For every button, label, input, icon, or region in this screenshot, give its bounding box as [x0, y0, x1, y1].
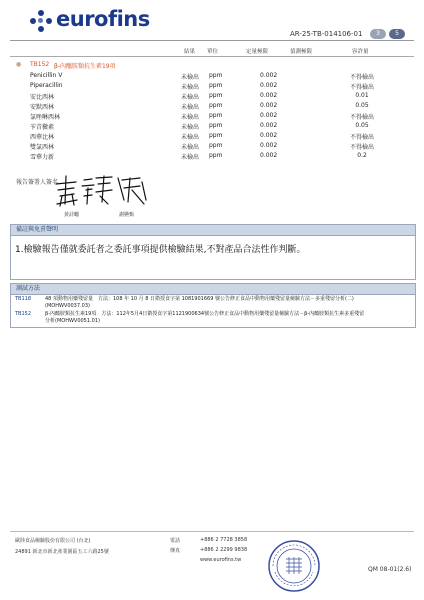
unit-value: ppm [209, 142, 223, 149]
analyte-name: 西華比林 [30, 134, 55, 141]
limit-value: 0.05 [355, 122, 369, 129]
result-value: 未檢出 [181, 84, 200, 91]
analyte-name: 雪華力新 [30, 154, 55, 161]
fax-label: 傳真 [170, 548, 181, 554]
group-bullet-icon: ● [16, 61, 22, 68]
col-header-lod: 偵測極限 [290, 49, 313, 55]
analyte-name: 苄青黴素 [30, 124, 55, 131]
analyte-name: Piperacillin [30, 82, 63, 89]
table-row [10, 91, 414, 101]
limit-value: 不得檢出 [349, 144, 374, 151]
methods-heading: 測試方法 [10, 283, 416, 295]
eurofins-logo [30, 9, 170, 35]
loq-value: 0.002 [260, 92, 278, 99]
unit-value: ppm [209, 152, 223, 159]
limit-value: 0.2 [357, 152, 367, 159]
col-header-limit: 容許量 [352, 49, 369, 55]
phone-label: 電話 [170, 538, 181, 544]
loq-value: 0.002 [260, 72, 278, 79]
col-header-loq: 定量極限 [246, 49, 269, 55]
loq-value: 0.002 [260, 82, 278, 89]
company-name: 歐陸食品檢驗股份有限公司 (台北) [15, 538, 91, 544]
table-row [10, 81, 414, 91]
notes-heading: 備註與免責聲明 [10, 224, 416, 236]
phone-number: +886 2 7728 3858 [200, 537, 248, 543]
report-number: AR-25-TB-014106-01 [290, 30, 363, 38]
page-current-badge: 3 [370, 29, 386, 39]
test-group-name: β-內醯胺類抗生素19項 [54, 63, 116, 70]
analyte-name: 安默西林 [30, 104, 55, 111]
limit-value: 不得檢出 [349, 114, 374, 121]
table-header-divider [10, 56, 414, 57]
logo-dots-icon [30, 10, 52, 32]
table-row [10, 121, 414, 131]
disclaimer-text: 1.檢驗報告僅就委託者之委託事項提供檢驗結果,不對產品合法性作判斷。 [15, 245, 306, 255]
result-value: 未檢出 [181, 154, 200, 161]
analyte-name: 雙氯西林 [30, 144, 55, 151]
loq-value: 0.002 [260, 122, 278, 129]
brand-name: eurofins [56, 7, 150, 31]
signer-name: 黃詩曬 [64, 212, 80, 218]
result-value: 未檢出 [181, 124, 200, 131]
result-value: 未檢出 [181, 94, 200, 101]
result-value: 未檢出 [181, 134, 200, 141]
signer-name: 謝嬿甄 [119, 212, 135, 218]
company-address: 24891 新北市新北產業園區五工六路25號 [15, 549, 109, 555]
test-group-code: TB152 [30, 61, 50, 68]
unit-value: ppm [209, 122, 223, 129]
analyte-name: Penicillin V [30, 72, 63, 79]
loq-value: 0.002 [260, 112, 278, 119]
table-row [10, 151, 414, 161]
method-code: TB152 [15, 311, 32, 317]
col-header-result: 結果 [184, 49, 196, 55]
result-value: 未檢出 [181, 144, 200, 151]
method-description: 48 項動物用藥殘留量 方法：108 年 10 月 8 日衛授食字第 1081901669 號公告修正食品中動物用藥殘留量檢驗方法－多重殘留分析(二) (MOHWV0037.03) [45, 296, 354, 309]
unit-value: ppm [209, 92, 223, 99]
loq-value: 0.002 [260, 132, 278, 139]
company-seal-stamp [267, 539, 321, 593]
website-link[interactable]: www.eurofins.tw [200, 557, 242, 563]
limit-value: 不得檢出 [349, 84, 374, 91]
unit-value: ppm [209, 132, 223, 139]
method-description: β-內醯胺類抗生素19項 方法：112年5月4日衛授食字第1121900634號公告修正食品中動物用藥殘留量檢驗方法－β-內醯胺類抗生素多重殘留 分析(MOHWV0051.01) [45, 311, 365, 324]
result-value: 未檢出 [181, 114, 200, 121]
limit-value: 不得檢出 [349, 134, 374, 141]
loq-value: 0.002 [260, 152, 278, 159]
unit-value: ppm [209, 112, 223, 119]
table-row [10, 101, 414, 111]
loq-value: 0.002 [260, 142, 278, 149]
document-code: QM 08-01(2.6) [368, 566, 412, 573]
analyte-name: 氯唑啉西林 [30, 114, 61, 121]
limit-value: 0.01 [355, 92, 369, 99]
table-row [10, 131, 414, 141]
unit-value: ppm [209, 82, 223, 89]
handwritten-signature [52, 174, 152, 210]
signatory-label: 報告簽署人簽名 [16, 179, 59, 186]
unit-value: ppm [209, 72, 223, 79]
limit-value: 不得檢出 [349, 74, 374, 81]
method-code: TB118 [15, 296, 32, 302]
result-value: 未檢出 [181, 104, 200, 111]
limit-value: 0.05 [355, 102, 369, 109]
table-row [10, 71, 414, 81]
table-row [10, 141, 414, 151]
footer-divider [10, 531, 414, 532]
col-header-unit: 單位 [207, 49, 219, 55]
table-row [10, 111, 414, 121]
analyte-name: 安比西林 [30, 94, 55, 101]
unit-value: ppm [209, 102, 223, 109]
fax-number: +886 2 2299 9838 [200, 547, 248, 553]
result-value: 未檢出 [181, 74, 200, 81]
loq-value: 0.002 [260, 102, 278, 109]
header-divider [10, 40, 414, 41]
page-total-badge: 5 [389, 29, 405, 39]
